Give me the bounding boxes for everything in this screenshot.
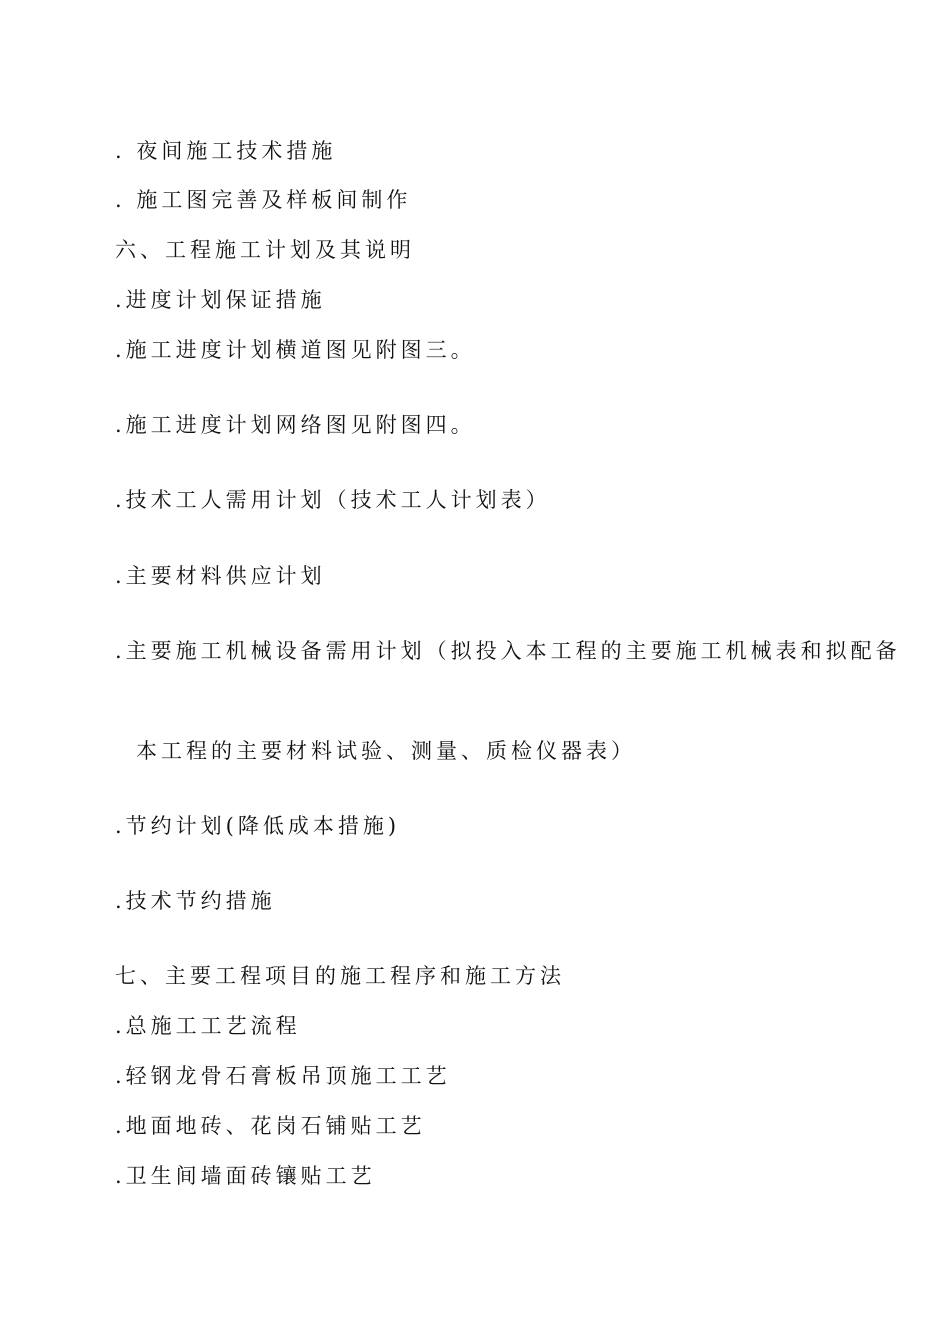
item-saving-plan: .节约计划(降低成本措施)	[115, 814, 401, 838]
section-heading-7: 七、主要工程项目的施工程序和施工方法	[115, 964, 565, 988]
section-heading-6: 六、工程施工计划及其说明	[115, 238, 415, 262]
item-equipment-plan: .主要施工机械设备需用计划（拟投入本工程的主要施工机械表和拟配备	[115, 639, 901, 663]
item-night-construction: . 夜间施工技术措施	[115, 139, 337, 163]
item-drawings-sample-room: . 施工图完善及样板间制作	[115, 188, 412, 212]
item-network-diagram: .施工进度计划网络图见附图四。	[115, 413, 476, 437]
item-floor-tile-process: .地面地砖、花岗石铺贴工艺	[115, 1114, 426, 1138]
item-labor-plan: .技术工人需用计划（技术工人计划表）	[115, 488, 551, 512]
item-ceiling-process: .轻钢龙骨石膏板吊顶施工工艺	[115, 1064, 451, 1088]
item-material-supply: .主要材料供应计划	[115, 564, 326, 588]
item-schedule-guarantee: .进度计划保证措施	[115, 288, 326, 312]
item-equipment-plan-continued: 本工程的主要材料试验、测量、质检仪器表）	[136, 739, 636, 763]
item-technical-saving: .技术节约措施	[115, 889, 276, 913]
item-bathroom-tile-process: .卫生间墙面砖镶贴工艺	[115, 1164, 376, 1188]
item-overall-process: .总施工工艺流程	[115, 1014, 301, 1038]
item-gantt-chart: .施工进度计划横道图见附图三。	[115, 338, 476, 362]
